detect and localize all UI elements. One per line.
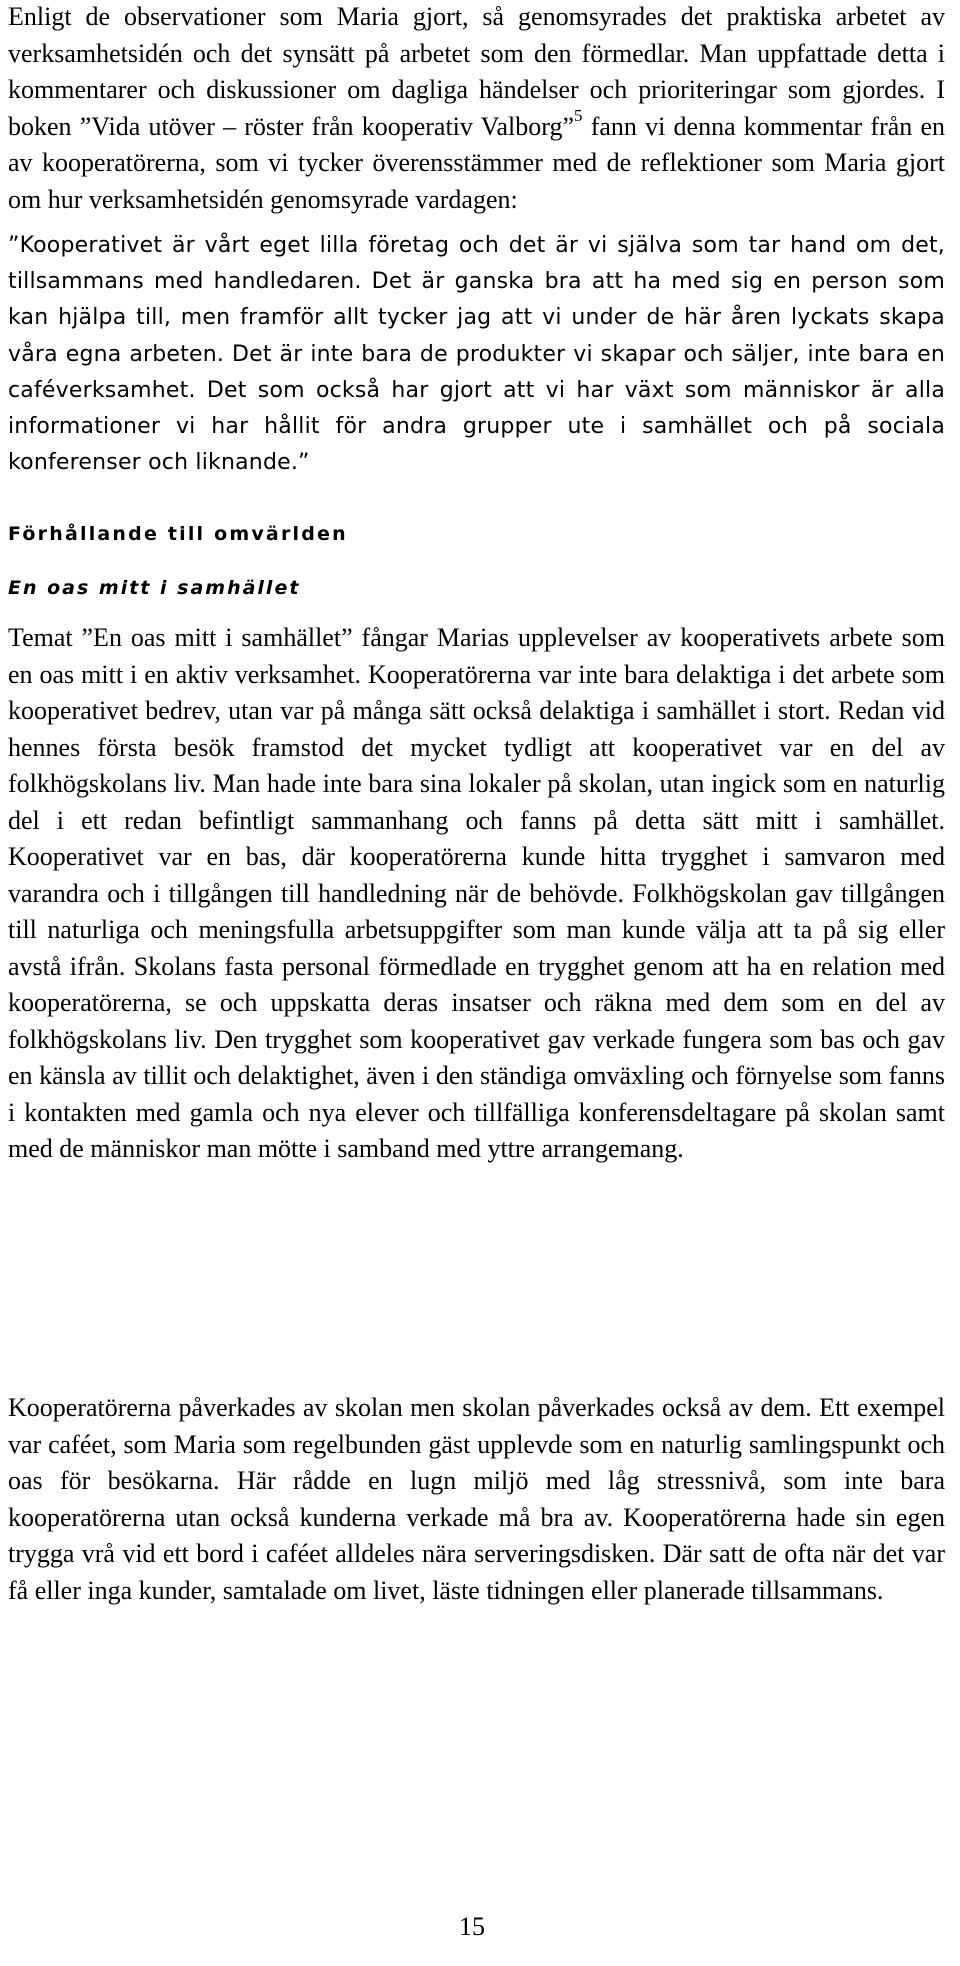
body-paragraph-1 [8,0,945,218]
footnote-ref-5: 5 [574,105,583,125]
block-quote: ”Kooperativet är vårt eget lilla företag och det är vi själva som tar hand om det, tillsammans med handledaren. Det är ganska bra att ha med sig en person som kan hjälpa till, men framför allt tycker jag att vi under de här åren lyckats skapa våra egna arbeten. Det är inte bara de produkter vi skapar och säljer, inte bara en caféverksamhet. Det som också har gjort att vi har växt som människor är alla informationer vi har hållit för andra grupper ute i samhället och på sociala konferenser och liknande.” [8,233,945,476]
body-paragraph-2: Temat ”En oas mitt i samhället” fångar Marias upplevelser av kooperativets arbete som en oas mitt i en aktiv verksamhet. Kooperatörerna var inte bara delaktiga i det arbete som kooperativet bedrev, utan var på många sätt också delaktiga i samhället i stort. Redan vid hennes första besök framstod det mycket tydligt att kooperativet var en del av folkhögskolans liv. Man hade inte bara sina lokaler på skolan, utan ingick som en naturlig del i ett redan befintligt sammanhang och fanns på detta sätt mitt i samhället. Kooperativet var en bas, där kooperatörerna kunde hitta trygghet i samvaron med varandra och i tillgången till handledning när de behövde. Folkhögskolan gav tillgången till naturliga och meningsfulla arbetsuppgifter som man kunde välja att ta på sig eller avstå ifrån. Skolans fasta personal förmedlade en trygghet genom att ha en relation med kooperatörerna, se och uppskatta deras insatser och räkna med dem som en del av folkhögskolans liv. Den trygghet som kooperativet gav verkade fungera som bas och gav en känsla av tillit och delaktighet, även i den ständiga omväxling och förnyelse som fanns i kontakten med gamla och nya elever och tillfälliga konferensdeltagare på skolan samt med de människor man mötte i samband med yttre arrangemang. [8,623,945,1163]
paragraph-1-text-a: Enligt de observationer som Maria gjort, så genomsyrades det praktiska arbetet av verksamhetsidén och det synsätt på arbetet som den förmedlar. Man uppfattade detta i kommentarer och diskussioner om dagliga händelser och prioriteringar som gjordes. I boken ”Vida utöver – röster från kooperativ Valborg” [8,2,945,141]
body-paragraph-3: Kooperatörerna påverkades av skolan men skolan påverkades också av dem. Ett exempel var caféet, som Maria som regelbunden gäst upplevde som en naturlig samlingspunkt och oas för besökarna. Här rådde en lugn miljö med låg stressnivå, som inte bara kooperatörerna utan också kunderna verkade må bra av. Kooperatörerna hade sin egen trygga vrå vid ett bord i caféet alldeles nära serveringsdisken. Där satt de ofta när det var få eller inga kunder, samtalade om livet, läste tidningen eller planerade tillsammans. [8,1393,945,1605]
section-heading: Förhållande till omvärlden [8,523,348,545]
subsection-heading: En oas mitt i samhället [8,577,301,599]
page-number: 15 [459,1912,485,1941]
paragraph-1-text-b: fann vi denna kommentar från en av kooperatörerna, som vi tycker överensstämmer med de reflektioner som Maria gjort om hur verksamhetsidén genomsyrade vardagen: [8,111,945,214]
